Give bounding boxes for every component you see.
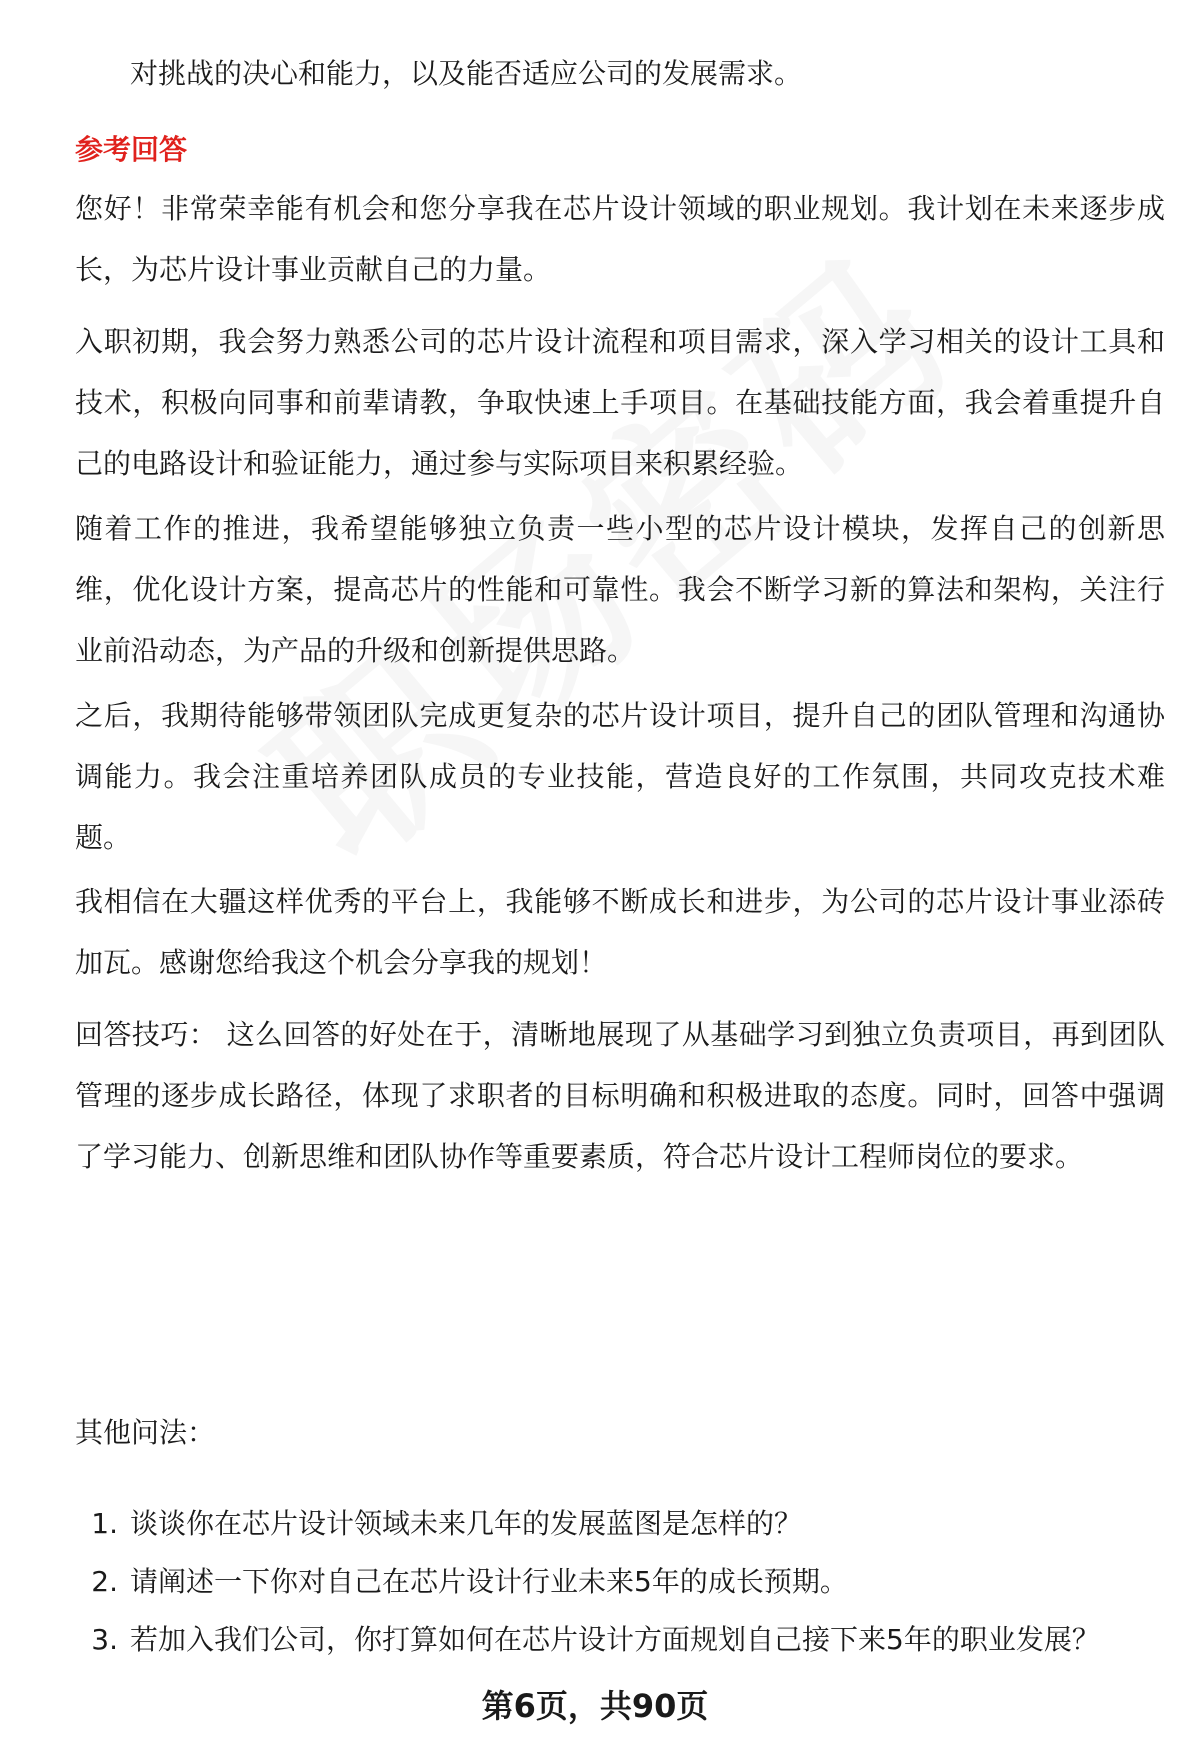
reference-answer-heading: 参考回答 xyxy=(75,133,188,166)
paragraph-text: 随着工作的推进，我希望能够独立负责一些小型的芯片设计模块，发挥自己的创新思维，优化设计方案，提高芯片的性能和可靠性。我会不断学习新的算法和架构，关注行业前沿动态，为产品的升级和创新提供思路。 xyxy=(75,512,1165,667)
paragraph-text: 之后，我期待能够带领团队完成更复杂的芯片设计项目，提升自己的团队管理和沟通协调能力。我会注重培养团队成员的专业技能，营造良好的工作氛围，共同攻克技术难题。 xyxy=(75,699,1165,854)
paragraph-text: 我相信在大疆这样优秀的平台上，我能够不断成长和进步，为公司的芯片设计事业添砖加瓦。感谢您给我这个机会分享我的规划！ xyxy=(75,885,1165,979)
paragraph-team-lead xyxy=(75,685,1165,868)
paragraph-text: 回答技巧： 这么回答的好处在于，清晰地展现了从基础学习到独立负责项目，再到团队管理的逐步成长路径，体现了求职者的目标明确和积极进取的态度。同时，回答中强调了学习能力、创新思维和团队协作等重要素质，符合芯片设计工程师岗位的要求。 xyxy=(75,1018,1165,1173)
page-footer: 第6页，共90页 xyxy=(481,1687,709,1725)
list-text: 谈谈你在芯片设计领域未来几年的发展蓝图是怎样的？ xyxy=(130,1507,803,1540)
paragraph-mid-career xyxy=(75,498,1165,681)
paragraph-text: 入职初期，我会努力熟悉公司的芯片设计流程和项目需求，深入学习相关的设计工具和技术，积极向同事和前辈请教，争取快速上手项目。在基础技能方面，我会着重提升自己的电路设计和验证能力，通过参与实际项目来积累经验。 xyxy=(75,325,1165,480)
list-text: 请阐述一下你对自己在芯片设计行业未来5年的成长预期。 xyxy=(130,1565,848,1598)
list-item xyxy=(75,1611,1165,1669)
paragraph-text: 您好！非常荣幸能有机会和您分享我在芯片设计领域的职业规划。我计划在未来逐步成长，为芯片设计事业贡献自己的力量。 xyxy=(75,192,1165,286)
list-item xyxy=(75,1495,1165,1553)
paragraph-closing xyxy=(75,871,1165,993)
list-number: 3. xyxy=(91,1623,118,1656)
list-text: 若加入我们公司，你打算如何在芯片设计方面规划自己接下来5年的职业发展？ xyxy=(130,1623,1100,1656)
list-item xyxy=(75,1553,1165,1611)
other-questions-list xyxy=(75,1495,1165,1669)
list-number: 2. xyxy=(91,1565,118,1598)
paragraph-early-career xyxy=(75,311,1165,494)
intro-line: 对挑战的决心和能力，以及能否适应公司的发展需求。 xyxy=(130,57,803,90)
other-questions-label: 其他问法： xyxy=(75,1416,216,1449)
paragraph-greeting xyxy=(75,178,1165,300)
list-number: 1. xyxy=(91,1507,118,1540)
paragraph-answer-tips xyxy=(75,1004,1165,1187)
